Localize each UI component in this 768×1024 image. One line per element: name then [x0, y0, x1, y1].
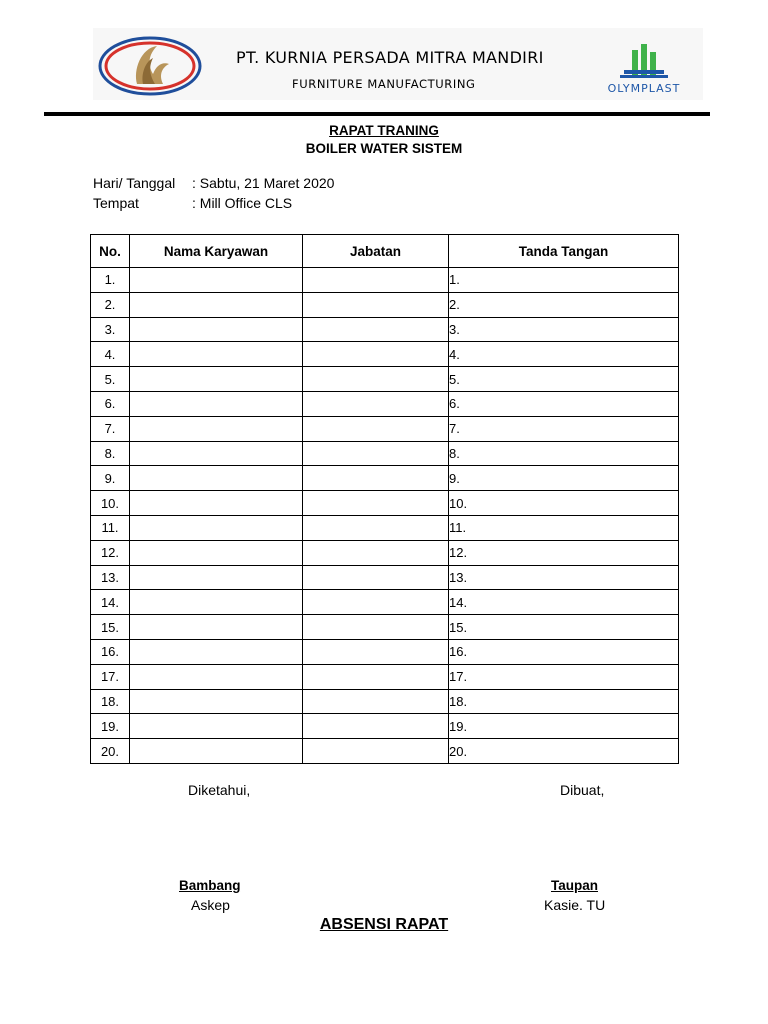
table-row — [91, 367, 679, 392]
table-row — [91, 615, 679, 640]
row-number-cell: 11. — [91, 515, 130, 540]
row-number-cell: 12. — [91, 540, 130, 565]
table-row — [91, 391, 679, 416]
employee-name-cell[interactable] — [130, 714, 303, 739]
acknowledged-caption: Diketahui, — [188, 782, 251, 798]
signature-cell[interactable]: 8. — [449, 441, 679, 466]
column-header-name: Nama Karyawan — [130, 235, 303, 268]
employee-name-cell[interactable] — [130, 615, 303, 640]
row-number-cell: 6. — [91, 391, 130, 416]
table-row — [91, 466, 679, 491]
position-cell[interactable] — [303, 739, 449, 764]
signature-cell[interactable]: 1. — [449, 268, 679, 293]
position-cell[interactable] — [303, 292, 449, 317]
row-number-cell: 16. — [91, 639, 130, 664]
acknowledger-role: Askep — [191, 897, 230, 913]
position-cell[interactable] — [303, 615, 449, 640]
table-row — [91, 664, 679, 689]
signature-cell[interactable]: 12. — [449, 540, 679, 565]
column-header-position: Jabatan — [303, 235, 449, 268]
employee-name-cell[interactable] — [130, 491, 303, 516]
employee-name-cell[interactable] — [130, 540, 303, 565]
column-header-signature: Tanda Tangan — [449, 235, 679, 268]
row-number-cell: 19. — [91, 714, 130, 739]
signature-cell[interactable]: 15. — [449, 615, 679, 640]
position-cell[interactable] — [303, 342, 449, 367]
company-subtitle: FURNITURE MANUFACTURING — [292, 77, 476, 91]
row-number-cell: 13. — [91, 565, 130, 590]
brand-logo-text: OLYMPLAST — [607, 82, 681, 95]
table-row — [91, 342, 679, 367]
table-row — [91, 441, 679, 466]
table-row — [91, 540, 679, 565]
document-title: RAPAT TRANING — [329, 123, 439, 138]
employee-name-cell[interactable] — [130, 292, 303, 317]
employee-name-cell[interactable] — [130, 639, 303, 664]
position-cell[interactable] — [303, 689, 449, 714]
date-row — [93, 175, 334, 191]
signature-cell[interactable]: 13. — [449, 565, 679, 590]
place-row — [93, 195, 292, 211]
table-row — [91, 491, 679, 516]
preparer-role: Kasie. TU — [544, 897, 606, 913]
row-number-cell: 4. — [91, 342, 130, 367]
table-row — [91, 317, 679, 342]
signature-cell[interactable]: 19. — [449, 714, 679, 739]
document-subtitle: BOILER WATER SISTEM — [305, 141, 463, 156]
row-number-cell: 17. — [91, 664, 130, 689]
footer-title: ABSENSI RAPAT — [319, 916, 449, 933]
row-number-cell: 7. — [91, 416, 130, 441]
table-row — [91, 416, 679, 441]
employee-name-cell[interactable] — [130, 565, 303, 590]
row-number-cell: 18. — [91, 689, 130, 714]
table-body — [91, 268, 679, 764]
signature-cell[interactable]: 6. — [449, 391, 679, 416]
row-number-cell: 2. — [91, 292, 130, 317]
position-cell[interactable] — [303, 416, 449, 441]
table-row — [91, 565, 679, 590]
table-row — [91, 292, 679, 317]
signature-cell[interactable]: 5. — [449, 367, 679, 392]
employee-name-cell[interactable] — [130, 441, 303, 466]
signature-cell[interactable]: 17. — [449, 664, 679, 689]
signature-cell[interactable]: 10. — [449, 491, 679, 516]
table-header-row — [91, 235, 679, 268]
prepared-caption: Dibuat, — [560, 782, 605, 798]
signature-cell[interactable]: 2. — [449, 292, 679, 317]
position-cell[interactable] — [303, 590, 449, 615]
table-row — [91, 590, 679, 615]
row-number-cell: 8. — [91, 441, 130, 466]
position-cell[interactable] — [303, 565, 449, 590]
employee-name-cell[interactable] — [130, 466, 303, 491]
attendance-table — [90, 234, 679, 764]
employee-name-cell[interactable] — [130, 317, 303, 342]
row-number-cell: 1. — [91, 268, 130, 293]
position-cell[interactable] — [303, 466, 449, 491]
employee-name-cell[interactable] — [130, 664, 303, 689]
position-cell[interactable] — [303, 714, 449, 739]
signature-cell[interactable]: 4. — [449, 342, 679, 367]
table-row — [91, 714, 679, 739]
employee-name-cell[interactable] — [130, 689, 303, 714]
row-number-cell: 5. — [91, 367, 130, 392]
signature-cell[interactable]: 11. — [449, 515, 679, 540]
table-row — [91, 689, 679, 714]
signature-cell[interactable]: 14. — [449, 590, 679, 615]
employee-name-cell[interactable] — [130, 739, 303, 764]
position-cell[interactable] — [303, 540, 449, 565]
employee-name-cell[interactable] — [130, 391, 303, 416]
company-name: PT. KURNIA PERSADA MITRA MANDIRI — [236, 48, 544, 67]
employee-name-cell[interactable] — [130, 342, 303, 367]
employee-name-cell[interactable] — [130, 367, 303, 392]
signature-cell[interactable]: 9. — [449, 466, 679, 491]
position-cell[interactable] — [303, 515, 449, 540]
acknowledger-name: Bambang — [179, 878, 241, 893]
signature-cell[interactable]: 18. — [449, 689, 679, 714]
preparer-name: Taupan — [551, 878, 598, 893]
column-header-no: No. — [91, 235, 130, 268]
employee-name-cell[interactable] — [130, 416, 303, 441]
place-label: Tempat — [93, 195, 139, 211]
employee-name-cell[interactable] — [130, 515, 303, 540]
position-cell[interactable] — [303, 317, 449, 342]
table-row — [91, 639, 679, 664]
place-value: : Mill Office CLS — [192, 195, 293, 211]
row-number-cell: 14. — [91, 590, 130, 615]
employee-name-cell[interactable] — [130, 268, 303, 293]
signature-cell[interactable]: 16. — [449, 639, 679, 664]
row-number-cell: 9. — [91, 466, 130, 491]
date-label: Hari/ Tanggal — [93, 175, 176, 191]
row-number-cell: 15. — [91, 615, 130, 640]
position-cell[interactable] — [303, 664, 449, 689]
company-logo-icon — [97, 34, 203, 98]
row-number-cell: 3. — [91, 317, 130, 342]
signature-cell[interactable]: 20. — [449, 739, 679, 764]
signature-cell[interactable]: 3. — [449, 317, 679, 342]
signature-cell[interactable]: 7. — [449, 416, 679, 441]
position-cell[interactable] — [303, 491, 449, 516]
header-divider — [44, 112, 710, 116]
position-cell[interactable] — [303, 441, 449, 466]
position-cell[interactable] — [303, 367, 449, 392]
table-row — [91, 268, 679, 293]
row-number-cell: 10. — [91, 491, 130, 516]
table-row — [91, 515, 679, 540]
position-cell[interactable] — [303, 639, 449, 664]
date-value: : Sabtu, 21 Maret 2020 — [192, 175, 335, 191]
employee-name-cell[interactable] — [130, 590, 303, 615]
row-number-cell: 20. — [91, 739, 130, 764]
position-cell[interactable] — [303, 391, 449, 416]
position-cell[interactable] — [303, 268, 449, 293]
table-row — [91, 739, 679, 764]
